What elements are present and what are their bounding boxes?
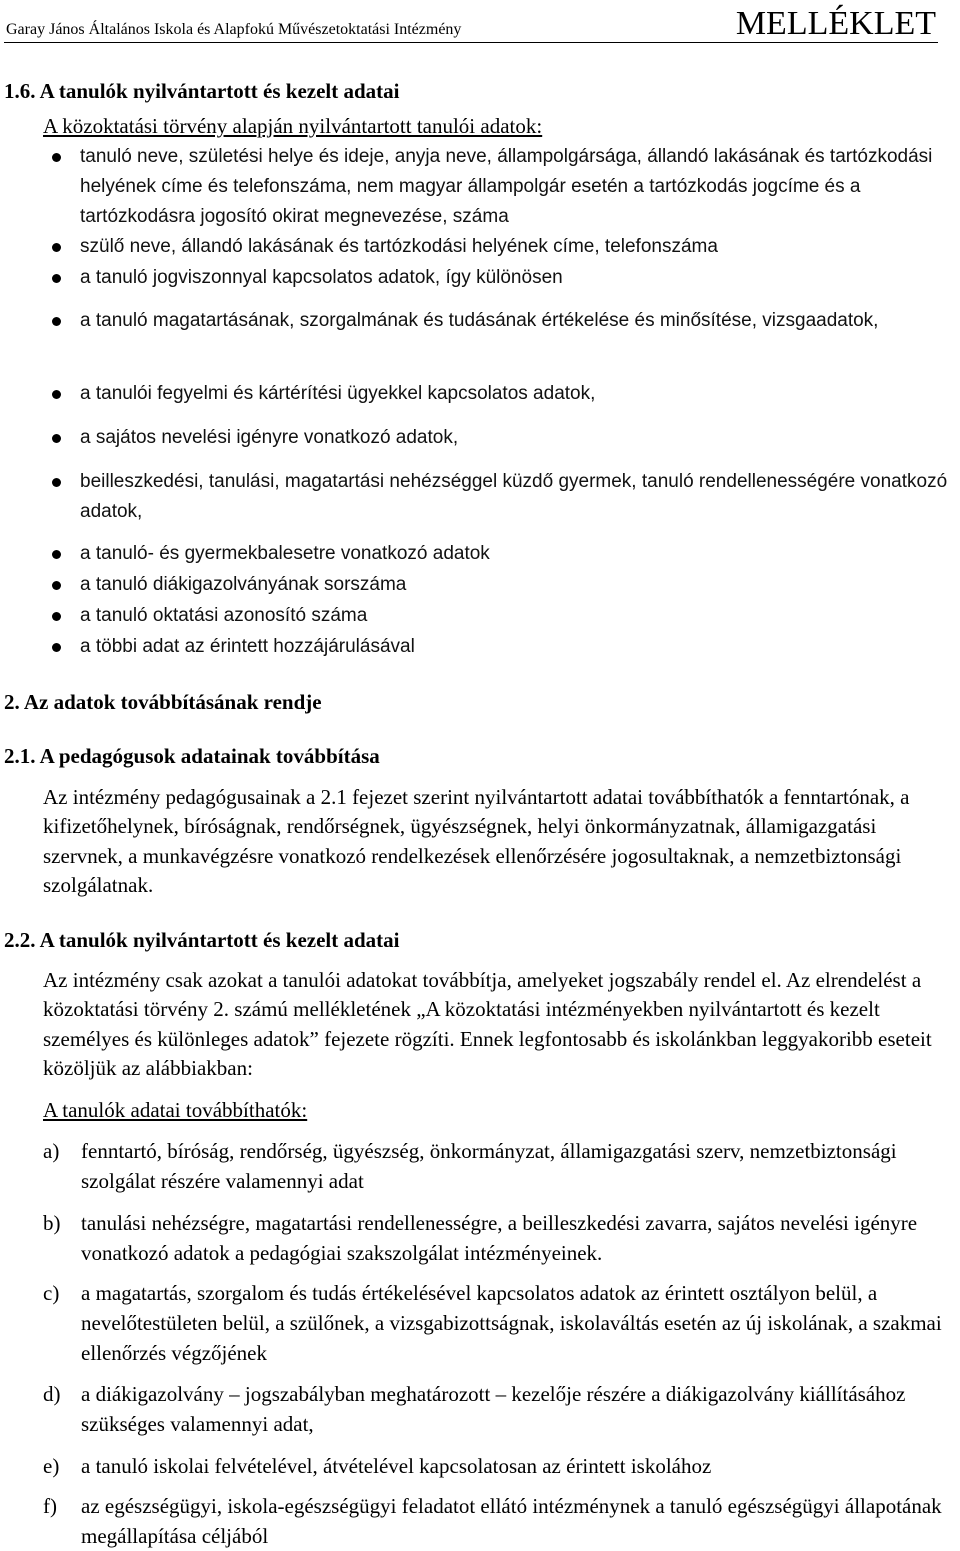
list-item-marker: f) bbox=[43, 1494, 57, 1518]
section-1-6-subtitle: A közoktatási törvény alapján nyilvántartott tanulói adatok: bbox=[43, 114, 543, 138]
list-item-text: tanulási nehézségre, magatartási rendellenességre, a beilleszkedési zavarra, sajátos nevelési igényre vonatkozó adatok a pedagógiai szakszolgálat intézményeinek. bbox=[81, 1211, 918, 1265]
list-item-text: a tanuló- és gyermekbalesetre vonatkozó adatok bbox=[80, 543, 490, 564]
list-item-text: a tanuló oktatási azonosító száma bbox=[80, 605, 368, 626]
bullet-icon bbox=[52, 243, 61, 252]
section-2-1-title: 2.1. A pedagógusok adatainak továbbítása bbox=[4, 744, 380, 768]
section-2-2-title: 2.2. A tanulók nyilvántartott és kezelt adatai bbox=[4, 928, 400, 952]
bullet-icon bbox=[52, 434, 61, 443]
bullet-icon bbox=[52, 478, 61, 487]
bullet-icon bbox=[52, 643, 61, 652]
list-item-marker: b) bbox=[43, 1211, 61, 1235]
list-item-text: beilleszkedési, tanulási, magatartási nehézséggel küzdő gyermek, tanuló rendellenességére vonatkozó adatok, bbox=[80, 471, 948, 522]
bullet-icon bbox=[52, 390, 61, 399]
page-header bbox=[4, 4, 938, 43]
bullet-icon bbox=[52, 581, 61, 590]
list-item-text: a tanuló diákigazolványának sorszáma bbox=[80, 574, 407, 595]
list-item-text: a sajátos nevelési igényre vonatkozó adatok, bbox=[80, 427, 459, 448]
list-item-text: szülő neve, állandó lakásának és tartózkodási helyének címe, telefonszáma bbox=[80, 236, 718, 257]
list-item-marker: a) bbox=[43, 1139, 60, 1163]
school-name: Garay János Általános Iskola és Alapfokú Művészetoktatási Intézmény bbox=[6, 21, 462, 38]
list-item-marker: e) bbox=[43, 1454, 60, 1478]
list-item-text: tanuló neve, születési helye és ideje, anyja neve, állampolgársága, állandó lakásának és tartózkodási helyének címe és telefonszáma, nem magyar állampolgár esetén a tartózkodás jogcíme és a tartózkodásra jogosító okirat megnevezése, száma bbox=[80, 146, 933, 227]
bullet-icon bbox=[52, 274, 61, 283]
list-item-text: a tanuló magatartásának, szorgalmának és tudásának értékelése és minősítése, vizsgaadatok, bbox=[80, 310, 879, 331]
list-item-text: a tanuló jogviszonnyal kapcsolatos adatok, így különösen bbox=[80, 267, 563, 288]
bullet-icon bbox=[52, 317, 61, 326]
list-item-text: az egészségügyi, iskola-egészségügyi feladatot ellátó intézménynek a tanuló egészségügyi állapotának megállapítása céljából bbox=[81, 1494, 942, 1548]
section-1-6-title: 1.6. A tanulók nyilvántartott és kezelt adatai bbox=[4, 79, 400, 103]
list-item-text: a diákigazolvány – jogszabályban meghatározott – kezelője részére a diákigazolvány kiállításához szükséges valamennyi adat, bbox=[81, 1382, 906, 1436]
list-item-marker: d) bbox=[43, 1382, 61, 1406]
bullet-icon bbox=[52, 550, 61, 559]
section-2-2-paragraph: Az intézmény csak azokat a tanulói adatokat továbbítja, amelyeket jogszabály rendel el. Az elrendelést a közoktatási törvény 2. számú mellékletének „A közoktatási intézményekben nyilvántartott és kezelt személyes és különleges adatok” fejezete rögzíti. Ennek legfontosabb és iskolánkban leggyakoribb eseteit közöljük az alábbiakban: bbox=[43, 968, 932, 1081]
bullet-icon bbox=[52, 612, 61, 621]
list-item-text: a többi adat az érintett hozzájárulásával bbox=[80, 636, 415, 657]
list-item-marker: c) bbox=[43, 1281, 60, 1305]
list-item-text: a tanulói fegyelmi és kártérítési ügyekkel kapcsolatos adatok, bbox=[80, 383, 596, 404]
transfer-list-label: A tanulók adatai továbbíthatók: bbox=[43, 1098, 308, 1122]
bullet-icon bbox=[52, 153, 61, 162]
section-2-title: 2. Az adatok továbbításának rendje bbox=[4, 690, 322, 714]
list-item-text: a tanuló iskolai felvételével, átvételével kapcsolatosan az érintett iskolához bbox=[81, 1454, 712, 1478]
list-item-text: fenntartó, bíróság, rendőrség, ügyészség, önkormányzat, államigazgatási szerv, nemzetbiztonsági szolgálat részére valamennyi adat bbox=[81, 1139, 897, 1193]
section-2-1-paragraph: Az intézmény pedagógusainak a 2.1 fejezet szerint nyilvántartott adatai továbbíthatók a fenntartónak, a kifizetőhelynek, bíróságnak, rendőrségnek, ügyészségnek, helyi önkormányzatnak, államigazgatási szervnek, a munkavégzésre vonatkozó rendelkezések ellenőrzésére jogosultaknak, a nemzetbiztonsági szolgálatnak. bbox=[43, 785, 910, 898]
header-annex-label: MELLÉKLET bbox=[735, 5, 936, 42]
list-item-text: a magatartás, szorgalom és tudás értékelésével kapcsolatos adatok az érintett osztályon belül, a nevelőtestületen belül, a szülőnek, a vizsgabizottságnak, iskolaváltás esetén az új iskolának, a szakmai ellenőrzés végzőjének bbox=[81, 1281, 942, 1365]
